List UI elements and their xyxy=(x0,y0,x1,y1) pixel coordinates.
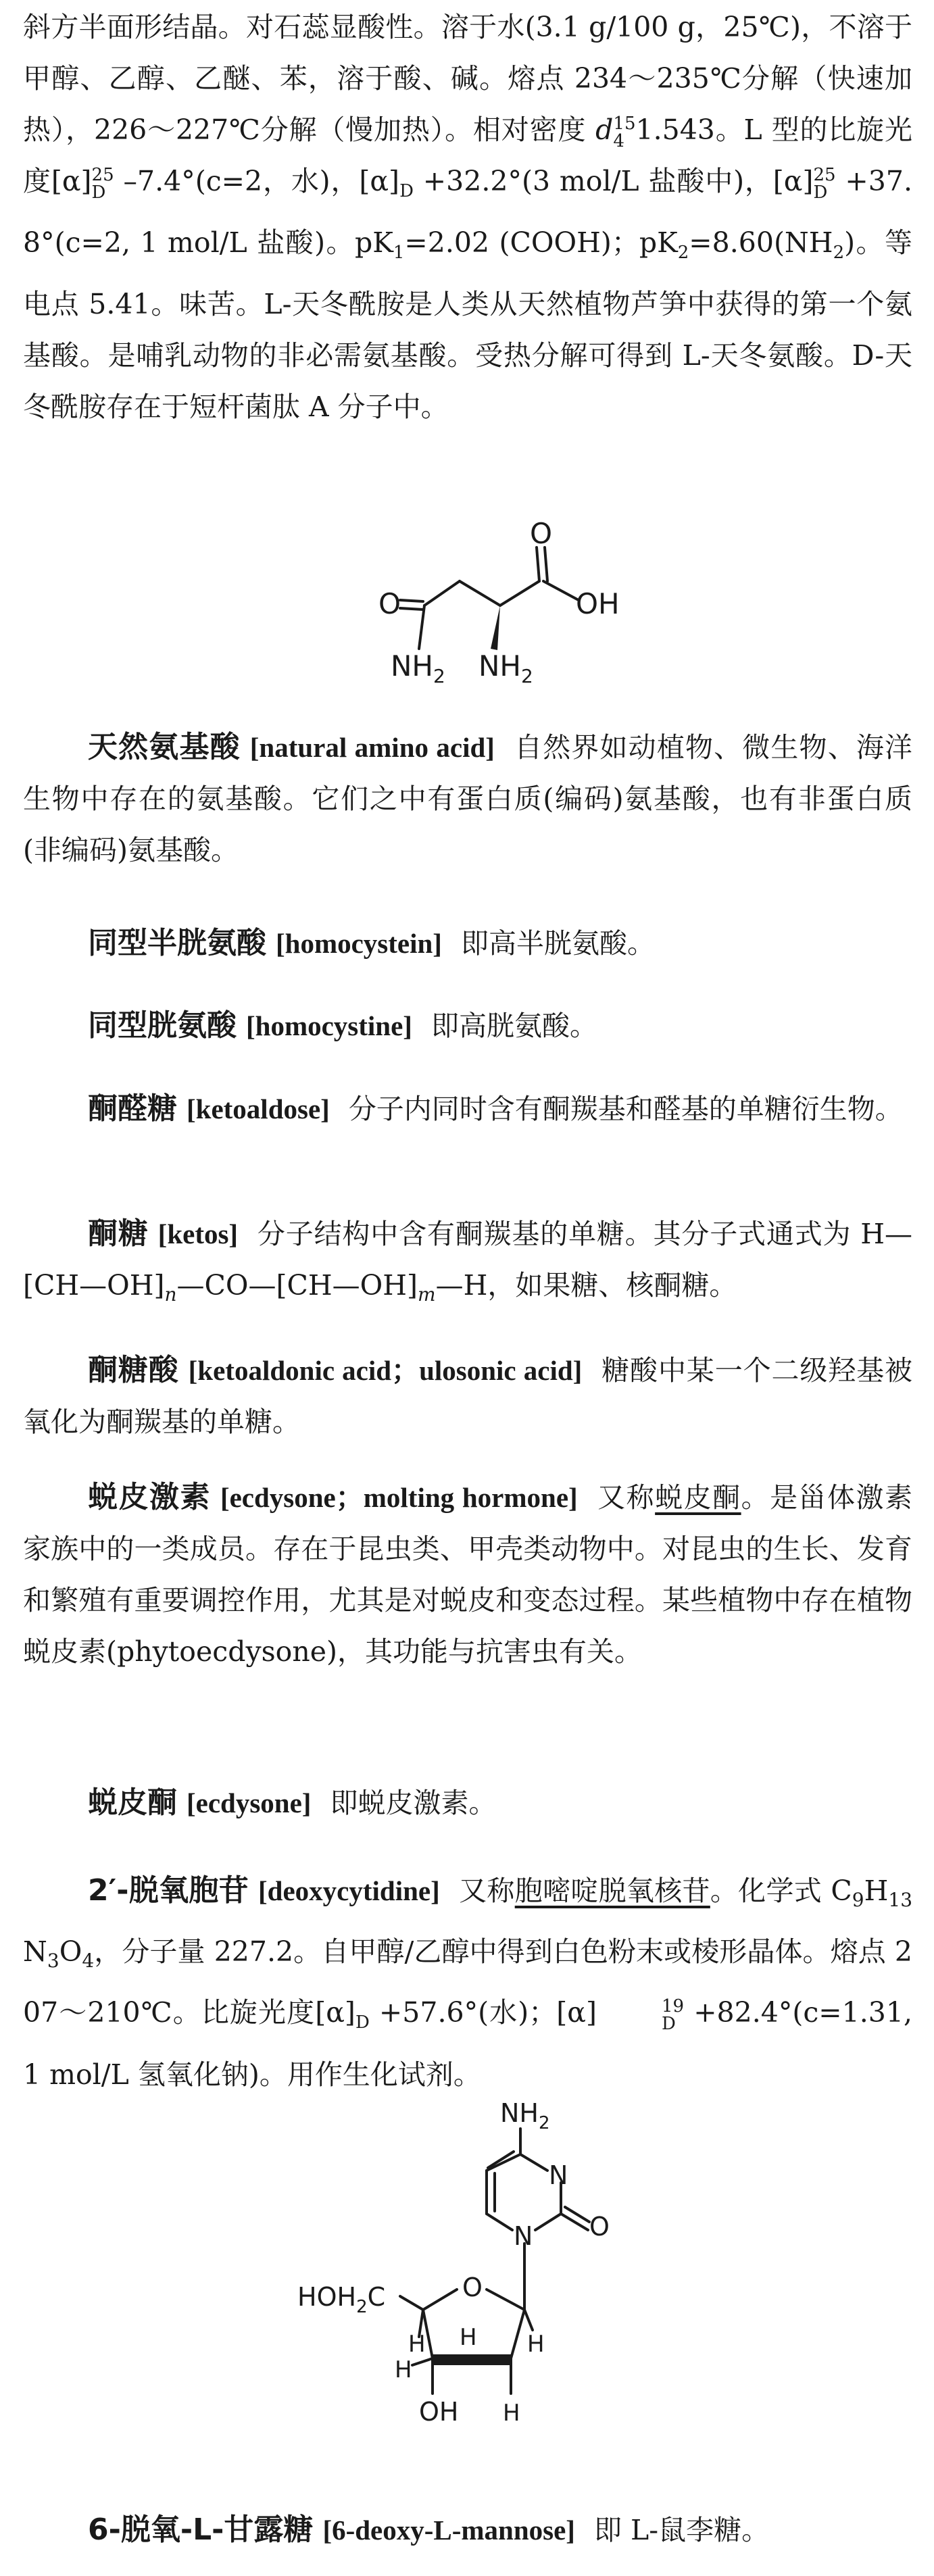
svg-text:NH2: $NH_2$ xyxy=(391,649,445,687)
deoxycytidine-structure xyxy=(297,2081,649,2460)
svg-text:NH2: $NH_2$ xyxy=(500,2098,550,2133)
svg-text:H: H xyxy=(527,2331,545,2358)
ring-nitrogen-1: N xyxy=(514,2221,533,2251)
entry-ecdysone: 蜕皮酮 [ecdysone] 即蜕皮激素。 xyxy=(88,1785,497,1820)
entry-homocystein: 同型半胱氨酸 [homocystein] 即高半胱氨酸。 xyxy=(88,926,655,960)
carbonyl-oxygen: O xyxy=(589,2212,610,2241)
ring-oxygen: O xyxy=(462,2273,483,2302)
carbonyl-oxygen: O xyxy=(378,587,401,620)
entry-6-deoxy-l-mannose: 6-脱氧-L-甘露糖 [6-deoxy-L-mannose] 即 L-鼠李糖。 xyxy=(88,2512,770,2547)
cross-reference-link[interactable]: 蜕皮酮 xyxy=(655,1481,741,1514)
asparagine-structure xyxy=(365,517,649,703)
hydroxyl-group: OH xyxy=(576,587,620,620)
asparagine-description: 斜方半面形结晶。对石蕊显酸性。溶于水(3.1 g/100 g，25℃)，不溶于甲醇、乙醇、乙醚、苯，溶于酸、碱。熔点 234～235℃分解（快速加热），226～227℃分解（慢加热）。相对密度 d 15 4 1.543。L 型的比旋光度[α] 25 D –7.4°(c=2，水)，$[\alpha]_D +32.2^\circ(3$ mol/L 盐酸中)，[α] 25 D +37.8°(c=2, 1 mol/L 盐酸)。$pK_1=2.02$ (COOH)；$pK_2=8.60(NH_2)$。等电点 5.41。味苦。L-天冬酰胺是人类从天然植物芦笋中获得的第一个氨基酸。是哺乳动物的非必需氨基酸。受热分解可得到 L-天冬氨酸。D-天冬酰胺存在于短杆菌肽 A 分子中。 xyxy=(23,11,912,424)
cross-reference-link[interactable]: 胞嘧啶脱氧核苷 xyxy=(514,1875,710,1907)
entry-ketos: 酮糖 [ketos] 分子结构中含有酮羰基的单糖。其分子式通式为 $H—[CH—OH]_n—CO—[CH—OH]_m—H$，如果糖、核酮糖。 xyxy=(23,1216,912,1306)
svg-text:HOH2C: $HOH_2C$ xyxy=(297,2282,386,2317)
carboxyl-oxygen: O xyxy=(530,517,553,550)
svg-text:NH2: $NH_2$ xyxy=(478,649,533,687)
svg-text:H: H xyxy=(503,2400,520,2427)
entry-homocystine: 同型胱氨酸 [homocystine] 即高胱氨酸。 xyxy=(88,1008,597,1043)
entry-ketoaldose: 酮醛糖 [ketoaldose] 分子内同时含有酮羰基和醛基的单糖衍生物。 xyxy=(88,1091,903,1126)
ring-nitrogen-3: N xyxy=(549,2160,568,2190)
svg-text:H: H xyxy=(408,2331,426,2358)
entry-ketoaldonic-acid: 酮糖酸 [ketoaldonic acid；ulosonic acid] 糖酸中某一个二级羟基被氧化为酮羰基的单糖。 xyxy=(23,1353,913,1438)
entry-natural-amino-acid: 天然氨基酸 [natural amino acid] 自然界如动植物、微生物、海洋生物中存在的氨基酸。它们之中有蛋白质(编码)氨基酸，也有非蛋白质(非编码)氨基酸。 xyxy=(23,730,912,866)
hydroxyl-group: OH xyxy=(419,2397,459,2427)
entry-deoxycytidine: 2′-脱氧胞苷 [deoxycytidine] 又称胞嘧啶脱氧核苷。化学式 $C_9H_{13}N_3O_4$，分子量 227.2。自甲醇/乙醇中得到白色粉末或棱形晶体。熔点 207～210℃。比旋光度$[\alpha]_D +57.6^\circ$(水)；[α] 19 D +82.4°(c=1.31, 1 mol/L 氢氧化钠)。用作生化试剂。 xyxy=(23,1873,913,2091)
svg-text:H: H xyxy=(460,2324,477,2351)
svg-text:H: H xyxy=(395,2356,412,2383)
entry-ecdysone-hormone: 蜕皮激素 [ecdysone；molting hormone] 又称蜕皮酮。是甾体激素家族中的一类成员。存在于昆虫类、甲壳类动物中。对昆虫的生长、发育和繁殖有重要调控作用，尤其是对蜕皮和变态过程。某些植物中存在植物蜕皮素(phytoecdysone)，其功能与抗害虫有关。 xyxy=(23,1480,913,1668)
